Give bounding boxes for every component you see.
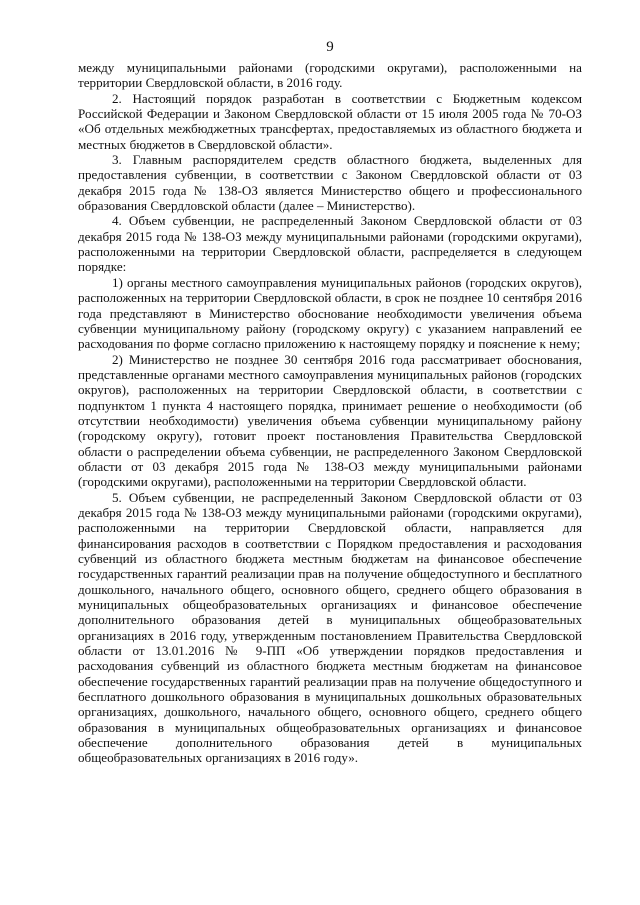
- paragraph-item-5: 5. Объем субвенции, не распределенный Законом Свердловской области от 03 декабря 2015 года № 138-ОЗ между муниципальными районами (городскими округами), расположенными на территории Свердловской области, направляется для финансирования расходов в соответствии с Порядком предоставления и расходования субвенций из областного бюджета местным бюджетам на финансовое обеспечение государственных гарантий реализации прав на получение общедоступного и бесплатного дошкольного, начального общего, основного общего, среднего общего образования в муниципальных общеобразовательных организациях и финансовое обеспечение дополнительного образования детей в муниципальных общеобразовательных организациях в 2016 году, утвержденным постановлением Правительства Свердловской области от 13.01.2016 № 9-ПП «Об утверждении порядков предоставления и расходования субвенций из областного бюджета местным бюджетам на финансовое обеспечение государственных гарантий реализации прав на получение общедоступного и бесплатного дошкольного образования в муниципальных дошкольных образовательных организациях, дошкольного, начального общего, основного общего, среднего общего образования в муниципальных общеобразовательных организациях и финансовое обеспечение дополнительного образования детей в муниципальных общеобразовательных организациях в 2016 году».: [78, 489, 582, 766]
- paragraph-item-3: 3. Главным распорядителем средств областного бюджета, выделенных для предоставления субвенции, в соответствии с Законом Свердловской области от 03 декабря 2015 года № 138-ОЗ является Министерство общего и профессионального образования Свердловской области (далее – Министерство).: [78, 152, 582, 214]
- paragraph-continuation: между муниципальными районами (городскими округами), расположенными на территории Свердловской области, в 2016 году.: [78, 60, 582, 91]
- paragraph-subitem-4-1: 1) органы местного самоуправления муниципальных районов (городских округов), расположенных на территории Свердловской области, в срок не позднее 10 сентября 2016 года представляют в Министерство обоснование необходимости увеличения объема субвенции муниципальному району (городскому округу) с указанием направлений ее расходования по форме согласно приложению к настоящему порядку и пояснение к нему;: [78, 274, 582, 352]
- paragraph-subitem-4-2: 2) Министерство не позднее 30 сентября 2016 года рассматривает обоснования, представленные органами местного самоуправления муниципальных районов (городских округов), расположенных на территории Свердловской области, в соответствии с подпунктом 1 пункта 4 настоящего порядка, принимает решение о необходимости (об отсутствии необходимости) увеличения объема субвенции муниципальному району (городскому округу), готовит проект постановления Правительства Свердловской области о распределении объема субвенции, не распределенного Законом Свердловской области от 03 декабря 2015 года № 138-ОЗ между муниципальными районами (городскими округами), расположенными на территории Свердловской области.: [78, 351, 582, 490]
- paragraph-item-4: 4. Объем субвенции, не распределенный Законом Свердловской области от 03 декабря 2015 года № 138-ОЗ между муниципальными районами (городскими округами), расположенными на территории Свердловской области, распределяется в следующем порядке:: [78, 213, 582, 275]
- page-number: 9: [326, 39, 334, 55]
- paragraph-item-2: 2. Настоящий порядок разработан в соответствии с Бюджетным кодексом Российской Федерации и Законом Свердловской области от 15 июля 2005 года № 70-ОЗ «Об отдельных межбюджетных трансфертах, предоставляемых из областного бюджета и местных бюджетов в Свердловской области».: [78, 90, 582, 152]
